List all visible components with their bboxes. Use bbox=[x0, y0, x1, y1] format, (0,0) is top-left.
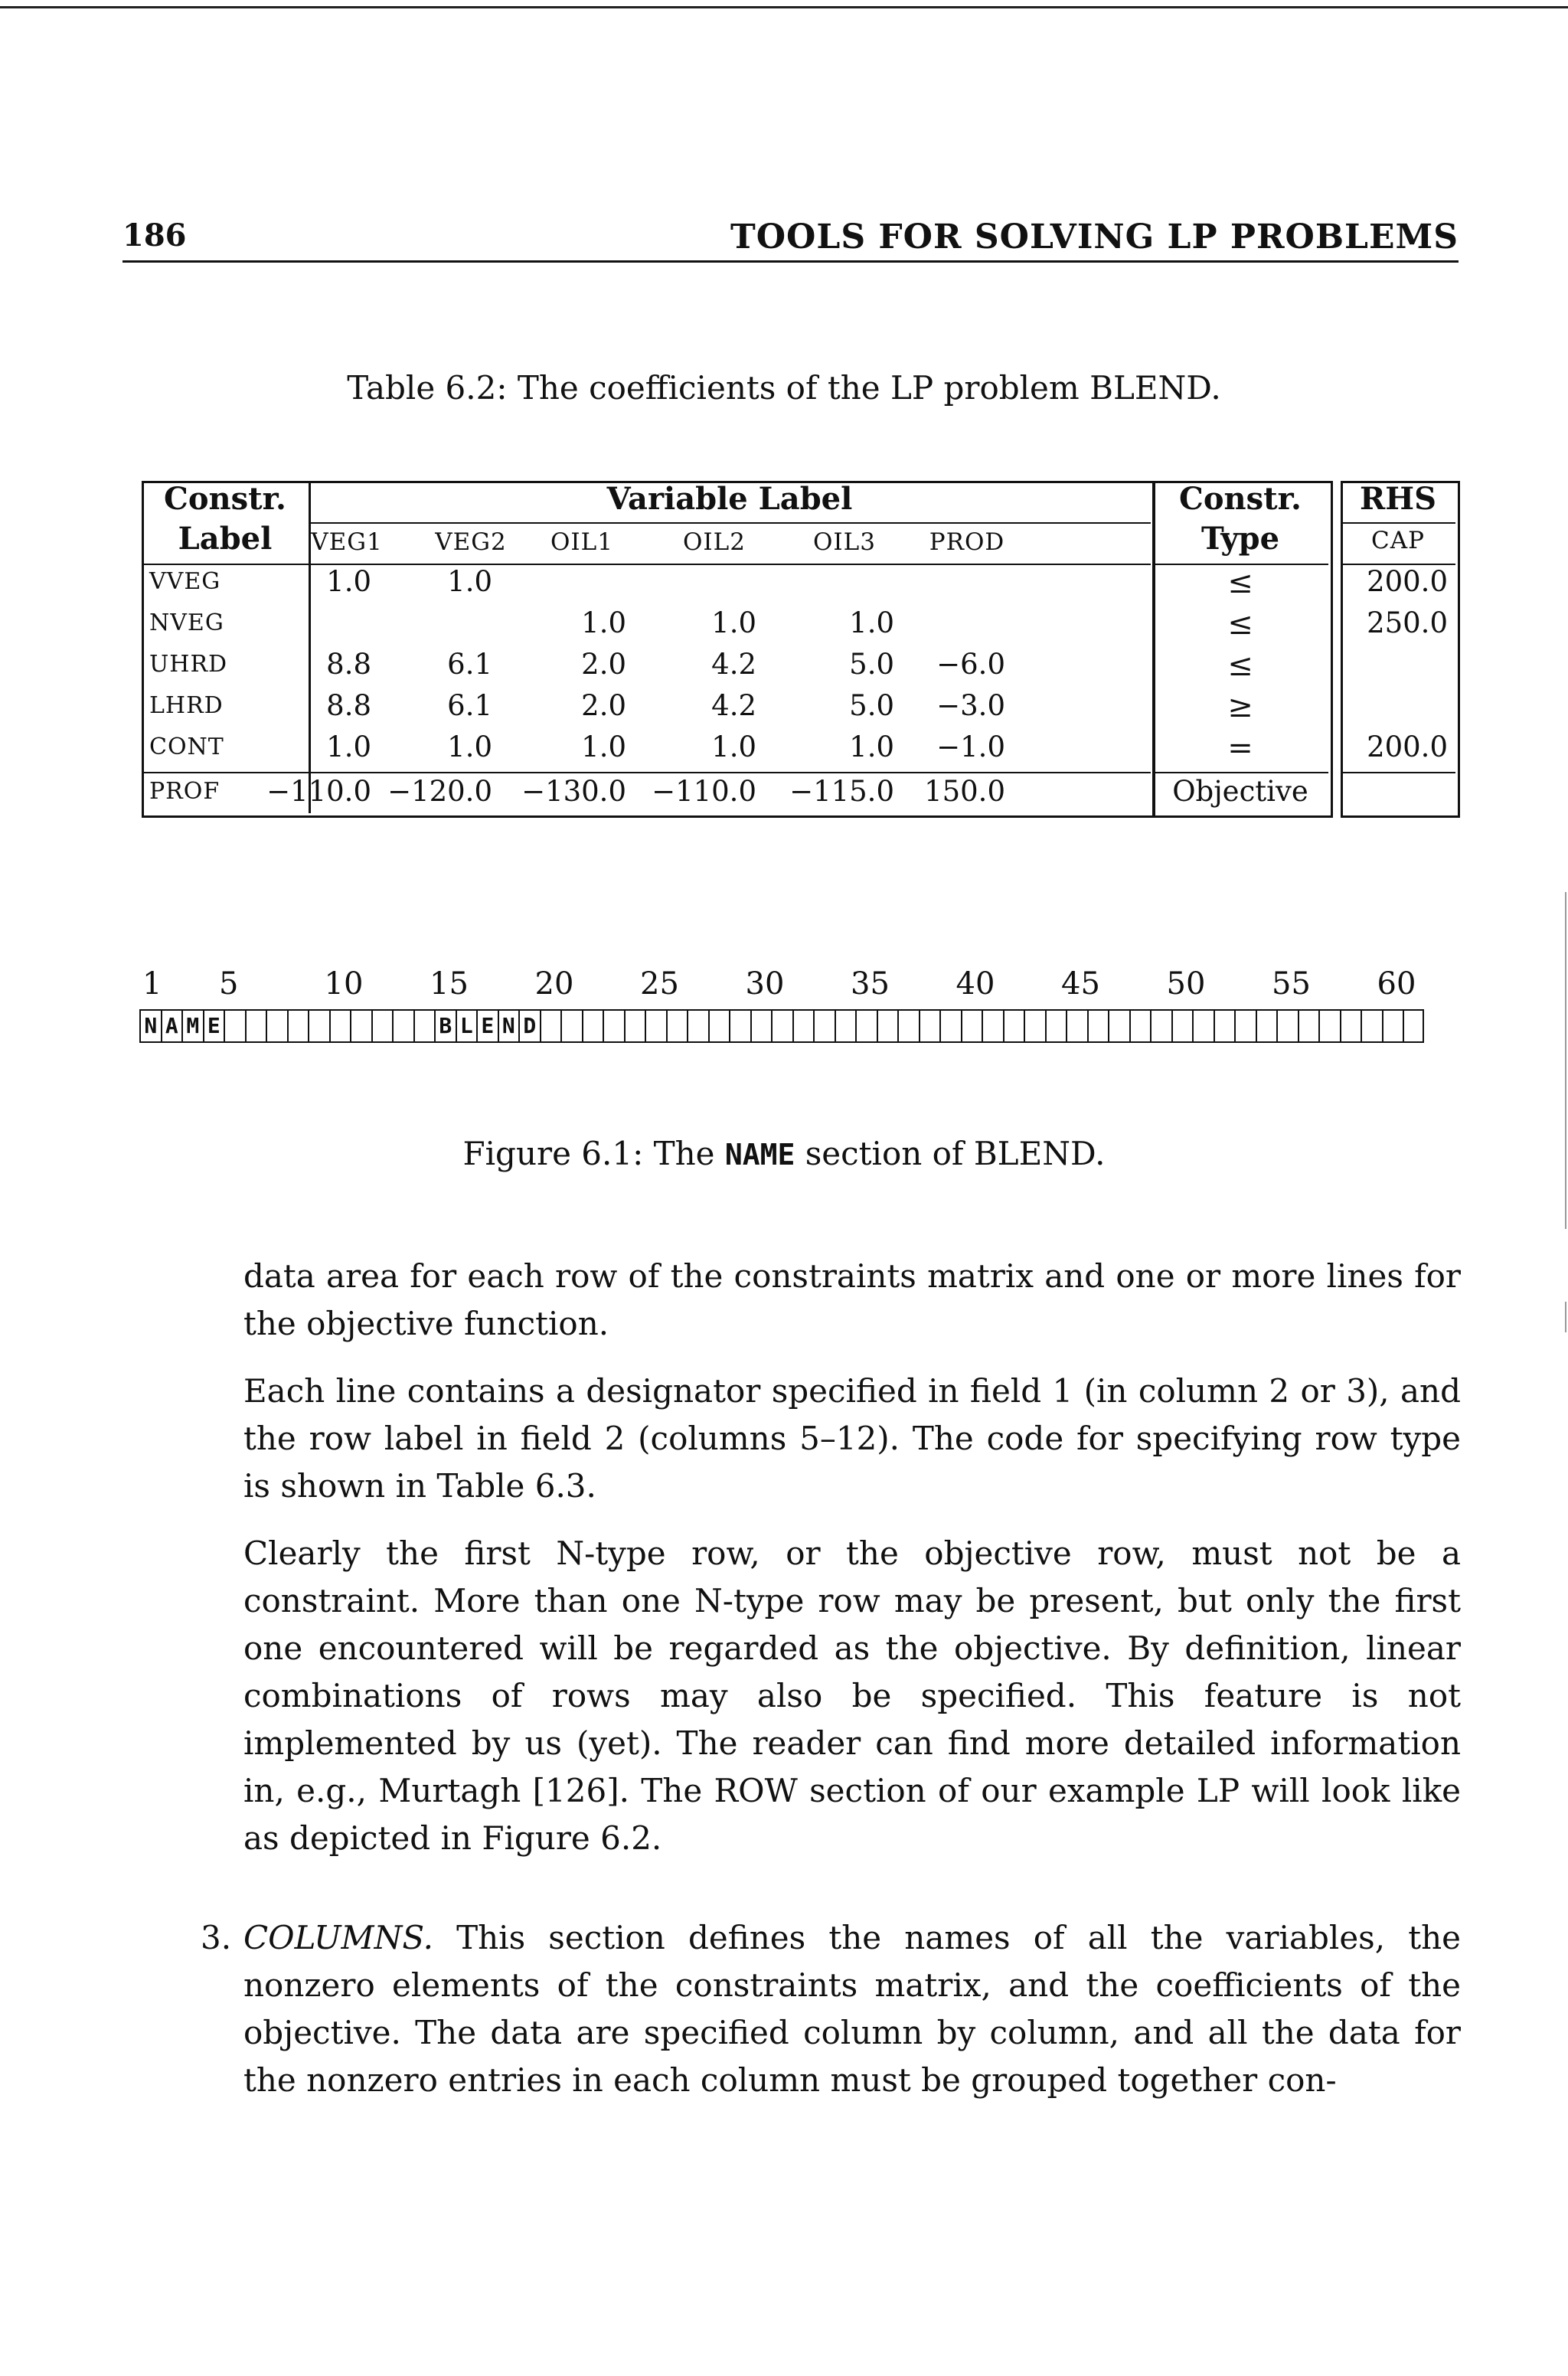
coefficient-cell: 150.0 bbox=[924, 775, 1005, 808]
card-column bbox=[919, 1009, 940, 1043]
card-column bbox=[1171, 1009, 1193, 1043]
column-ruler bbox=[138, 966, 1470, 1005]
card-column bbox=[287, 1009, 309, 1043]
figure-caption-code: NAME bbox=[724, 1138, 795, 1172]
card-column bbox=[266, 1009, 287, 1043]
card-column: L bbox=[456, 1009, 477, 1043]
card-column bbox=[392, 1009, 413, 1043]
ruler-number: 55 bbox=[1272, 966, 1311, 1002]
card-column bbox=[540, 1009, 561, 1043]
coefficient-cell: 2.0 bbox=[581, 689, 626, 722]
card-column bbox=[1066, 1009, 1087, 1043]
card-column: A bbox=[161, 1009, 182, 1043]
card-column bbox=[308, 1009, 329, 1043]
type-objective-rule bbox=[1152, 772, 1328, 773]
coefficient-cell: −110.0 bbox=[652, 775, 756, 808]
card-column: E bbox=[203, 1009, 224, 1043]
variable-header: OIL3 bbox=[813, 528, 876, 556]
ruler-number: 60 bbox=[1377, 966, 1416, 1002]
variable-header: OIL2 bbox=[683, 528, 746, 556]
card-column bbox=[813, 1009, 835, 1043]
coefficient-cell: −6.0 bbox=[936, 648, 1005, 681]
card-column bbox=[750, 1009, 772, 1043]
paragraph-2: Each line contains a designator specified in field 1 (in column 2 or 3), and the row label in field 2 (columns 5–12). The code for specifying row type is shown in Table 6.3. bbox=[243, 1372, 1461, 1505]
ruler-number: 25 bbox=[640, 966, 679, 1002]
running-head bbox=[122, 213, 1459, 263]
card-column bbox=[1087, 1009, 1109, 1043]
coefficient-cell: 8.8 bbox=[326, 648, 371, 681]
coefficient-cell: 1.0 bbox=[711, 730, 756, 763]
card-column bbox=[329, 1009, 351, 1043]
row-label: CONT bbox=[149, 734, 224, 760]
coefficient-cell: 1.0 bbox=[447, 730, 492, 763]
card-column bbox=[1298, 1009, 1319, 1043]
coefficient-cell: −110.0 bbox=[266, 775, 371, 808]
coefficient-table bbox=[142, 481, 1460, 819]
ruler-number: 40 bbox=[956, 966, 995, 1002]
ruler-number: 5 bbox=[219, 966, 239, 1002]
ruler-number: 10 bbox=[324, 966, 364, 1002]
list-marker: 3. bbox=[201, 1919, 232, 1956]
card-column bbox=[897, 1009, 919, 1043]
rhs-value: 200.0 bbox=[1367, 730, 1448, 763]
coefficient-cell: −3.0 bbox=[936, 689, 1005, 722]
rhs-header-rule bbox=[1341, 522, 1455, 524]
card-column bbox=[1276, 1009, 1298, 1043]
rhs-objective-rule bbox=[1341, 772, 1455, 773]
coefficient-cell: −1.0 bbox=[936, 730, 1005, 763]
coefficient-cell: 5.0 bbox=[849, 648, 894, 681]
ruler-number: 1 bbox=[142, 966, 162, 1002]
card-column bbox=[771, 1009, 792, 1043]
card-column: B bbox=[434, 1009, 456, 1043]
objective-rule bbox=[142, 772, 1151, 773]
card-column bbox=[1045, 1009, 1067, 1043]
scan-edge-mark bbox=[1565, 892, 1566, 1229]
card-column bbox=[855, 1009, 877, 1043]
coefficient-cell: 4.2 bbox=[711, 648, 756, 681]
card-column bbox=[939, 1009, 961, 1043]
card-column bbox=[1150, 1009, 1171, 1043]
variable-header: OIL1 bbox=[550, 528, 613, 556]
scan-top-rule bbox=[0, 6, 1568, 8]
coefficient-cell: 4.2 bbox=[711, 689, 756, 722]
running-title: TOOLS FOR SOLVING LP PROBLEMS bbox=[730, 217, 1459, 257]
card-column bbox=[877, 1009, 898, 1043]
card-column bbox=[982, 1009, 1003, 1043]
card-column bbox=[560, 1009, 582, 1043]
card-column: D bbox=[518, 1009, 540, 1043]
card-column bbox=[666, 1009, 688, 1043]
card-column bbox=[961, 1009, 982, 1043]
card-column: E bbox=[476, 1009, 498, 1043]
ruler-number: 20 bbox=[534, 966, 574, 1002]
row-label: LHRD bbox=[149, 692, 224, 719]
coefficient-cell: 1.0 bbox=[849, 730, 894, 763]
figure-caption bbox=[0, 1135, 1568, 1172]
list-item-term: COLUMNS. bbox=[243, 1919, 433, 1956]
header-constr-type-2: Type bbox=[1200, 521, 1280, 557]
header-constr-label-1: Constr. bbox=[164, 481, 286, 517]
card-column bbox=[1003, 1009, 1024, 1043]
figure-caption-prefix: Figure 6.1: The bbox=[462, 1135, 725, 1172]
card-column bbox=[729, 1009, 750, 1043]
coefficient-cell: 1.0 bbox=[849, 606, 894, 639]
ruler-number: 30 bbox=[745, 966, 785, 1002]
coefficient-cell: 1.0 bbox=[711, 606, 756, 639]
coefficient-cell: 1.0 bbox=[447, 565, 492, 598]
card-column bbox=[1382, 1009, 1403, 1043]
variable-header: VEG1 bbox=[311, 528, 383, 556]
coefficient-cell: 5.0 bbox=[849, 689, 894, 722]
header-rhs: RHS bbox=[1360, 481, 1436, 517]
constraint-type: ≤ bbox=[1227, 648, 1253, 683]
figure-caption-suffix: section of BLEND. bbox=[795, 1135, 1106, 1172]
paragraph-3: Clearly the first N-type row, or the objective row, must not be a constraint. More than one N-type row may be present, but only the first one encountered will be regarded as the objective. By definition, linear combinations of rows may also be specified. This feature is not implemented by us (yet). The reader can find more detailed information in, e.g., Murtagh [126]. The ROW section of our example LP will look like as depicted in Figure 6.2. bbox=[243, 1534, 1461, 1857]
row-label: NVEG bbox=[149, 610, 224, 636]
card-column bbox=[413, 1009, 435, 1043]
card-column bbox=[624, 1009, 645, 1043]
card-column bbox=[1108, 1009, 1129, 1043]
coefficient-cell: 2.0 bbox=[581, 648, 626, 681]
row-label: VVEG bbox=[149, 568, 221, 595]
card-column: N bbox=[498, 1009, 519, 1043]
list-item-columns bbox=[201, 1914, 1461, 2104]
ruler-number: 15 bbox=[430, 966, 469, 1002]
constraint-type: ≤ bbox=[1227, 606, 1253, 642]
list-item-content bbox=[243, 1914, 1461, 2104]
card-column bbox=[245, 1009, 266, 1043]
card-column: M bbox=[181, 1009, 203, 1043]
card-column bbox=[1234, 1009, 1256, 1043]
card-column bbox=[708, 1009, 730, 1043]
list-item-text: This section defines the names of all the variables, the nonzero elements of the constraints matrix, and the coefficients of the objective. The data are specified column by column, and all the data for the nonzero entries in each column must be grouped together con- bbox=[243, 1919, 1461, 2099]
card-column bbox=[792, 1009, 814, 1043]
card-column bbox=[582, 1009, 603, 1043]
card-column bbox=[1318, 1009, 1340, 1043]
card-column bbox=[645, 1009, 666, 1043]
card-column bbox=[1256, 1009, 1277, 1043]
card-column bbox=[835, 1009, 856, 1043]
coefficient-cell: −115.0 bbox=[789, 775, 894, 808]
coefficient-cell: 1.0 bbox=[326, 565, 371, 598]
coefficient-cell: 8.8 bbox=[326, 689, 371, 722]
variable-header: VEG2 bbox=[435, 528, 507, 556]
coefficient-cell: 1.0 bbox=[326, 730, 371, 763]
card-column bbox=[1340, 1009, 1361, 1043]
variable-header: PROD bbox=[929, 528, 1005, 556]
constraint-type: Objective bbox=[1172, 775, 1308, 808]
constraint-type: = bbox=[1227, 730, 1253, 766]
card-column bbox=[1214, 1009, 1235, 1043]
ruler-number: 45 bbox=[1061, 966, 1100, 1002]
card-column bbox=[371, 1009, 393, 1043]
card-column bbox=[687, 1009, 708, 1043]
header-variable-label: Variable Label bbox=[606, 481, 853, 517]
table-caption: Table 6.2: The coefficients of the LP problem BLEND. bbox=[347, 369, 1221, 407]
coefficient-cell: 1.0 bbox=[581, 606, 626, 639]
coefficient-cell: 6.1 bbox=[447, 689, 492, 722]
header-constr-type-1: Constr. bbox=[1179, 481, 1302, 517]
row-label: UHRD bbox=[149, 651, 228, 678]
ruler-number: 35 bbox=[851, 966, 890, 1002]
rhs-value: 250.0 bbox=[1367, 606, 1448, 639]
ruler-number: 50 bbox=[1166, 966, 1206, 1002]
name-card-field bbox=[139, 1009, 1424, 1044]
card-column bbox=[1361, 1009, 1382, 1043]
rhs-value: 200.0 bbox=[1367, 565, 1448, 598]
row-label: PROF bbox=[149, 778, 220, 805]
card-column bbox=[603, 1009, 624, 1043]
header-rhs-sub: CAP bbox=[1371, 527, 1425, 554]
header-constr-label-2: Label bbox=[178, 521, 273, 557]
coefficient-cell: −120.0 bbox=[387, 775, 492, 808]
card-column bbox=[1192, 1009, 1214, 1043]
constraint-type: ≥ bbox=[1227, 689, 1253, 724]
card-column bbox=[224, 1009, 245, 1043]
card-column: N bbox=[139, 1009, 161, 1043]
page-number: 186 bbox=[122, 217, 187, 253]
card-column bbox=[1129, 1009, 1151, 1043]
coefficient-cell: 1.0 bbox=[581, 730, 626, 763]
variable-header-rule bbox=[309, 522, 1151, 524]
card-column bbox=[1403, 1009, 1424, 1043]
paragraph-1: data area for each row of the constraints matrix and one or more lines for the objective function. bbox=[243, 1257, 1461, 1342]
card-column bbox=[1024, 1009, 1045, 1043]
card-column bbox=[350, 1009, 371, 1043]
coefficient-cell: 6.1 bbox=[447, 648, 492, 681]
coefficient-cell: −130.0 bbox=[521, 775, 626, 808]
constraint-type: ≤ bbox=[1227, 565, 1253, 600]
scan-edge-mark bbox=[1565, 1302, 1566, 1332]
